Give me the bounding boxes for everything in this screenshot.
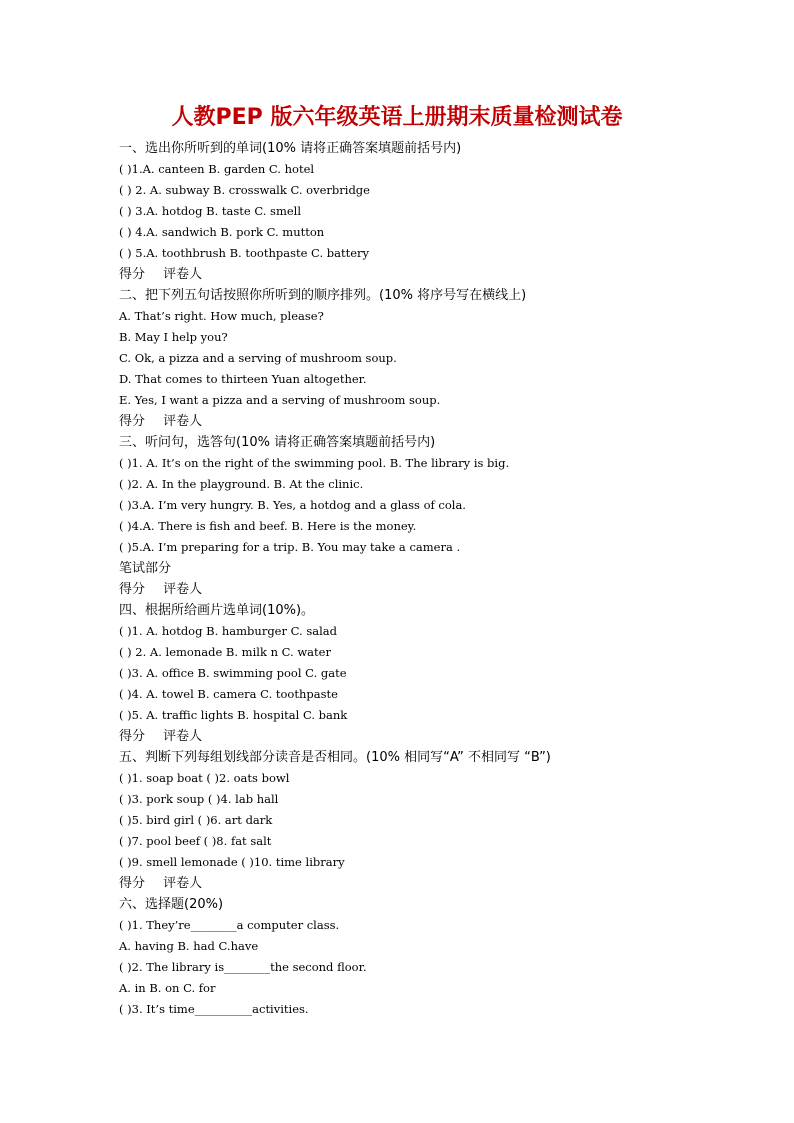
question-line: ( )5. A. traffic lights B. hospital C. bank: [119, 708, 348, 722]
question-line: ( )1. They’re________a computer class.: [119, 918, 340, 932]
question-line: ( )3. It’s time__________activities.: [119, 1002, 309, 1016]
section-heading: 一、选出你所听到的单词(10% 请将正确答案填题前括号内): [119, 141, 462, 156]
question-line: ( )1. soap boat ( )2. oats bowl: [119, 771, 290, 785]
question-line: A. That’s right. How much, please?: [119, 309, 324, 323]
question-line: ( )4.A. There is fish and beef. B. Here is the money.: [119, 519, 417, 533]
question-line: ( ) 3.A. hotdog B. taste C. smell: [119, 204, 302, 218]
score-grader-label: 得分 评卷人: [119, 729, 203, 744]
question-line: ( )2. A. In the playground. B. At the clinic.: [119, 477, 364, 491]
score-grader-label: 得分 评卷人: [119, 267, 203, 282]
score-grader-label: 得分 评卷人: [119, 876, 203, 891]
question-line: ( )3.A. I’m very hungry. B. Yes, a hotdog and a glass of cola.: [119, 498, 466, 512]
question-line: ( ) 4.A. sandwich B. pork C. mutton: [119, 225, 325, 239]
exam-content: [119, 138, 779, 1020]
question-line: D. That comes to thirteen Yuan altogether.: [119, 372, 367, 386]
score-grader-label: 得分 评卷人: [119, 414, 203, 429]
question-line: ( )3. pork soup ( )4. lab hall: [119, 792, 279, 806]
score-grader-label: 得分 评卷人: [119, 582, 203, 597]
question-line: A. in B. on C. for: [119, 981, 216, 995]
question-line: E. Yes, I want a pizza and a serving of mushroom soup.: [119, 393, 441, 407]
page-title: 人教PEP 版六年级英语上册期末质量检测试卷: [171, 105, 623, 130]
question-line: ( )5.A. I’m preparing for a trip. B. You may take a camera .: [119, 540, 461, 554]
question-line: ( )2. The library is________the second floor.: [119, 960, 367, 974]
section-heading: 三、听问句，选答句(10% 请将正确答案填题前括号内): [119, 435, 436, 450]
question-line: ( )7. pool beef ( )8. fat salt: [119, 834, 272, 848]
question-line: ( ) 5.A. toothbrush B. toothpaste C. battery: [119, 246, 370, 260]
question-line: A. having B. had C.have: [119, 939, 259, 953]
question-line: ( )9. smell lemonade ( )10. time library: [119, 855, 345, 869]
section-heading: 六、选择题(20%): [119, 897, 224, 912]
question-line: ( )1. A. It’s on the right of the swimming pool. B. The library is big.: [119, 456, 510, 470]
question-line: ( )3. A. office B. swimming pool C. gate: [119, 666, 347, 680]
question-line: C. Ok, a pizza and a serving of mushroom soup.: [119, 351, 397, 365]
question-line: ( )1. A. hotdog B. hamburger C. salad: [119, 624, 337, 638]
section-heading: 二、把下列五句话按照你所听到的顺序排列。(10% 将序号写在横线上): [119, 288, 527, 303]
section-heading: 笔试部分: [119, 561, 172, 576]
question-line: ( )4. A. towel B. camera C. toothpaste: [119, 687, 338, 701]
question-line: ( )5. bird girl ( )6. art dark: [119, 813, 273, 827]
question-line: B. May I help you?: [119, 330, 228, 344]
question-line: ( ) 2. A. subway B. crosswalk C. overbridge: [119, 183, 370, 197]
section-heading: 五、判断下列每组划线部分读音是否相同。(10% 相同写“A” 不相同写 “B”): [119, 750, 551, 765]
question-line: ( )1.A. canteen B. garden C. hotel: [119, 162, 315, 176]
section-heading: 四、根据所给画片选单词(10%)。: [119, 603, 315, 618]
question-line: ( ) 2. A. lemonade B. milk n C. water: [119, 645, 331, 659]
